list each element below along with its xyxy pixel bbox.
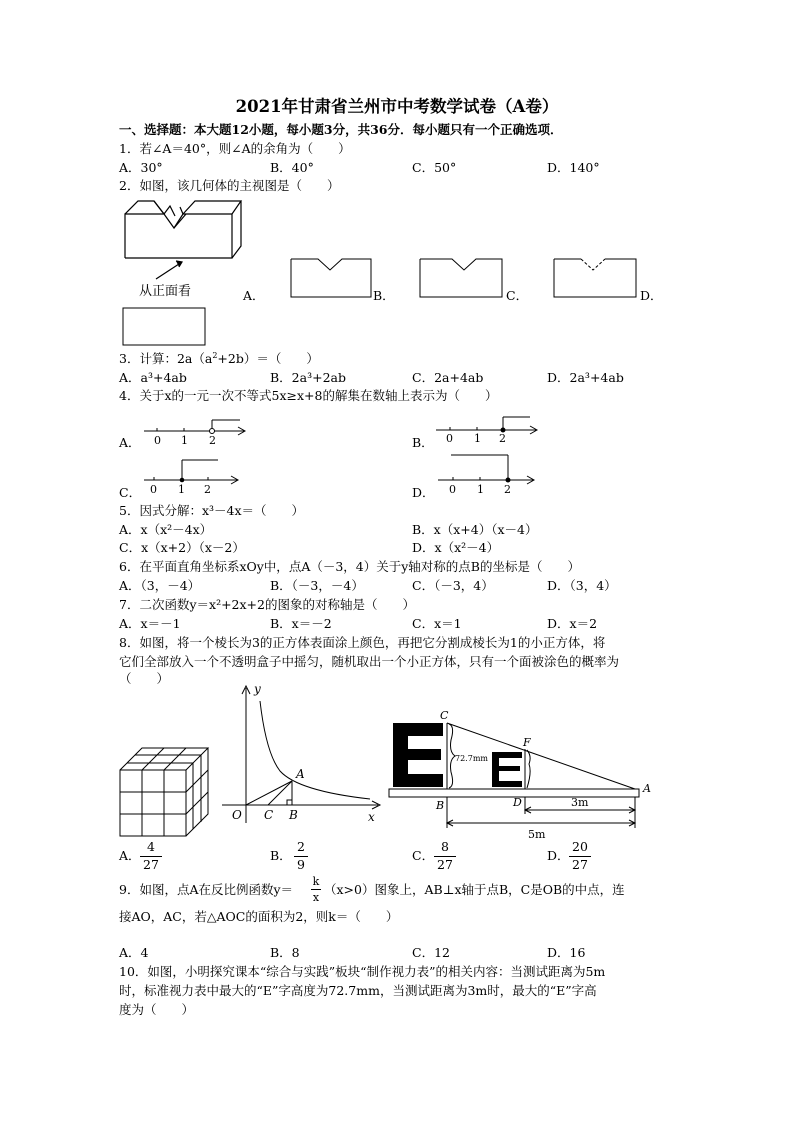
q1-option-d: D．140° bbox=[547, 160, 600, 175]
q2-option-d: D． bbox=[640, 288, 663, 303]
q9-option-a: A．4 bbox=[119, 945, 149, 960]
numerator: 4 bbox=[147, 839, 155, 854]
q8-stem-line3: （ ） bbox=[119, 671, 170, 686]
y-axis-label: y bbox=[254, 682, 261, 696]
point-c-label: C bbox=[440, 709, 449, 722]
denominator: 9 bbox=[297, 856, 305, 872]
q4-stem: 4．关于x的一元一次不等式5x≥x+8的解集在数轴上表示为（ ） bbox=[119, 388, 498, 403]
front-view-label: 从正面看 bbox=[139, 284, 192, 299]
q9-fraction bbox=[311, 876, 321, 903]
q2-option-b-view bbox=[419, 258, 503, 298]
distance-5m-label: 5m bbox=[528, 828, 546, 841]
q9-option-c: C．12 bbox=[412, 945, 450, 960]
q1-stem: 1．若∠A＝40°，则∠A的余角为（ ） bbox=[119, 141, 351, 156]
q3-option-d: D．2a³+4ab bbox=[547, 370, 624, 385]
height-label: 72.7mm bbox=[455, 754, 488, 763]
tick-2: 2 bbox=[204, 483, 211, 496]
q6-option-c: C．（－3，4） bbox=[412, 578, 494, 593]
tick-1: 1 bbox=[178, 483, 185, 496]
numerator: 20 bbox=[572, 839, 588, 854]
q4-option-c: C． bbox=[119, 485, 142, 500]
q2-option-a: A． bbox=[243, 288, 265, 303]
q1-option-c: C．50° bbox=[412, 160, 457, 175]
q5-option-b: B．x（x+4）（x－4） bbox=[412, 522, 538, 537]
q4-option-a: A． bbox=[119, 435, 141, 450]
tick-0: 0 bbox=[449, 483, 456, 496]
q4-number-line-a bbox=[140, 413, 250, 445]
q7-option-a: A．x＝－1 bbox=[119, 616, 181, 631]
q5-option-d: D．x（x²－4） bbox=[412, 540, 500, 555]
q8-stem-line1: 8．如图，将一个棱长为3的正方体表面涂上颜色，再把它分割成棱长为1的小正方体，将 bbox=[119, 635, 606, 650]
q1-option-a: A．30° bbox=[119, 160, 163, 175]
q3-stem-b: +2b）＝（ ） bbox=[217, 351, 319, 366]
q4-option-b: B． bbox=[412, 435, 434, 450]
q2-option-b: B． bbox=[373, 288, 395, 303]
tick-0: 0 bbox=[446, 432, 453, 445]
q4-number-line-d bbox=[432, 453, 542, 495]
denominator: 27 bbox=[572, 856, 588, 872]
cube-figure bbox=[118, 745, 218, 840]
point-b-label: B bbox=[289, 808, 298, 822]
numerator: 8 bbox=[441, 839, 449, 854]
point-a-label: A bbox=[643, 782, 651, 795]
point-f-label: F bbox=[523, 736, 531, 749]
q2-option-c-view bbox=[553, 258, 637, 298]
q8-option-c: C． bbox=[412, 848, 435, 863]
q4-option-d: D． bbox=[412, 485, 435, 500]
q2-solid-figure bbox=[120, 196, 250, 299]
q8-option-a: A． bbox=[119, 848, 141, 863]
tick-2: 2 bbox=[209, 434, 216, 447]
tick-1: 1 bbox=[477, 483, 484, 496]
q2-stem: 2．如图，该几何体的主视图是（ ） bbox=[119, 178, 340, 193]
tick-2: 2 bbox=[499, 432, 506, 445]
q8-stem-line2: 它们全部放入一个不透明盒子中摇匀，随机取出一个小正方体，只有一个面被涂色的概率为 bbox=[119, 654, 620, 669]
q9-stem-line1b: （x>0）图象上，AB⊥x轴于点B，C是OB的中点，连 bbox=[324, 882, 625, 897]
q7-stem: 7．二次函数y＝x²+2x+2的图象的对称轴是（ ） bbox=[119, 597, 415, 612]
point-b-label: B bbox=[436, 799, 445, 812]
q7-option-d: D．x＝2 bbox=[547, 616, 598, 631]
denominator: x bbox=[312, 891, 320, 904]
denominator: 27 bbox=[437, 856, 453, 872]
x-axis-label: x bbox=[368, 810, 375, 824]
q7-option-b: B．x＝－2 bbox=[270, 616, 332, 631]
tick-0: 0 bbox=[150, 483, 157, 496]
q2-option-a-view bbox=[290, 258, 372, 298]
point-c-label: C bbox=[264, 808, 274, 822]
q3-option-c: C．2a+4ab bbox=[412, 370, 484, 385]
inverse-function-graph bbox=[220, 683, 390, 828]
q8-option-a-fraction bbox=[140, 841, 162, 871]
denominator: 27 bbox=[143, 856, 159, 872]
q6-option-a: A．（3，－4） bbox=[119, 578, 201, 593]
distance-3m-label: 3m bbox=[571, 796, 589, 809]
q4-number-line-b bbox=[432, 410, 542, 445]
page-title: 2021年甘肃省兰州市中考数学试卷（A卷） bbox=[235, 97, 559, 116]
q9-stem-line1a: 9．如图，点A在反比例函数y＝ bbox=[119, 882, 294, 897]
q8-option-d-fraction bbox=[569, 841, 591, 871]
q5-option-c: C．x（x+2）（x－2） bbox=[119, 540, 245, 555]
section-heading: 一、选择题：本大题12小题，每小题3分，共36分．每小题只有一个正确选项． bbox=[119, 122, 563, 137]
q3-option-a: A．a³+4ab bbox=[119, 370, 187, 385]
q5-option-a: A．x（x²－4x） bbox=[119, 522, 213, 537]
q9-option-b: B．8 bbox=[270, 945, 300, 960]
tick-2: 2 bbox=[504, 483, 511, 496]
q4-number-line-c bbox=[140, 458, 250, 496]
q9-stem-line2: 接AO，AC，若△AOC的面积为2，则k＝（ ） bbox=[119, 909, 399, 924]
q2-option-c: C． bbox=[506, 288, 529, 303]
q1-option-b: B．40° bbox=[270, 160, 314, 175]
tick-1: 1 bbox=[474, 432, 481, 445]
q3-option-b: B．2a³+2ab bbox=[270, 370, 346, 385]
q3-stem-a: 3．计算：2a（a bbox=[119, 351, 213, 366]
q9-option-d: D．16 bbox=[547, 945, 586, 960]
q10-stem-line3: 度为（ ） bbox=[119, 1002, 195, 1017]
origin-label: O bbox=[232, 808, 242, 822]
q6-option-b: B．（－3，－4） bbox=[270, 578, 364, 593]
q10-stem-line2: 时，标准视力表中最大的“E”字高度为72.7mm，当测试距离为3m时，最大的“E”字高 bbox=[119, 983, 597, 998]
q8-option-b-fraction bbox=[294, 841, 308, 871]
q2-option-d-view bbox=[122, 307, 206, 347]
q8-option-d: D． bbox=[547, 848, 570, 863]
numerator: 2 bbox=[297, 839, 305, 854]
eye-chart-figure bbox=[385, 706, 660, 841]
q5-stem: 5．因式分解：x³－4x＝（ ） bbox=[119, 503, 305, 518]
q3-stem: 3．计算：$2a(a^2+2b)=$（ ） bbox=[119, 351, 319, 366]
q8-option-b: B． bbox=[270, 848, 292, 863]
numerator: k bbox=[312, 875, 320, 888]
point-a-label: A bbox=[296, 767, 305, 781]
q7-option-c: C．x＝1 bbox=[412, 616, 462, 631]
q6-stem: 6．在平面直角坐标系xOy中，点A（－3，4）关于y轴对称的点B的坐标是（ ） bbox=[119, 559, 580, 574]
tick-0: 0 bbox=[154, 434, 161, 447]
q10-stem-line1: 10．如图，小明探究课本“综合与实践”板块“制作视力表”的相关内容：当测试距离为5m bbox=[119, 964, 606, 979]
q8-option-c-fraction bbox=[434, 841, 456, 871]
tick-1: 1 bbox=[181, 434, 188, 447]
q6-option-d: D．（3，4） bbox=[547, 578, 617, 593]
point-d-label: D bbox=[513, 796, 522, 809]
